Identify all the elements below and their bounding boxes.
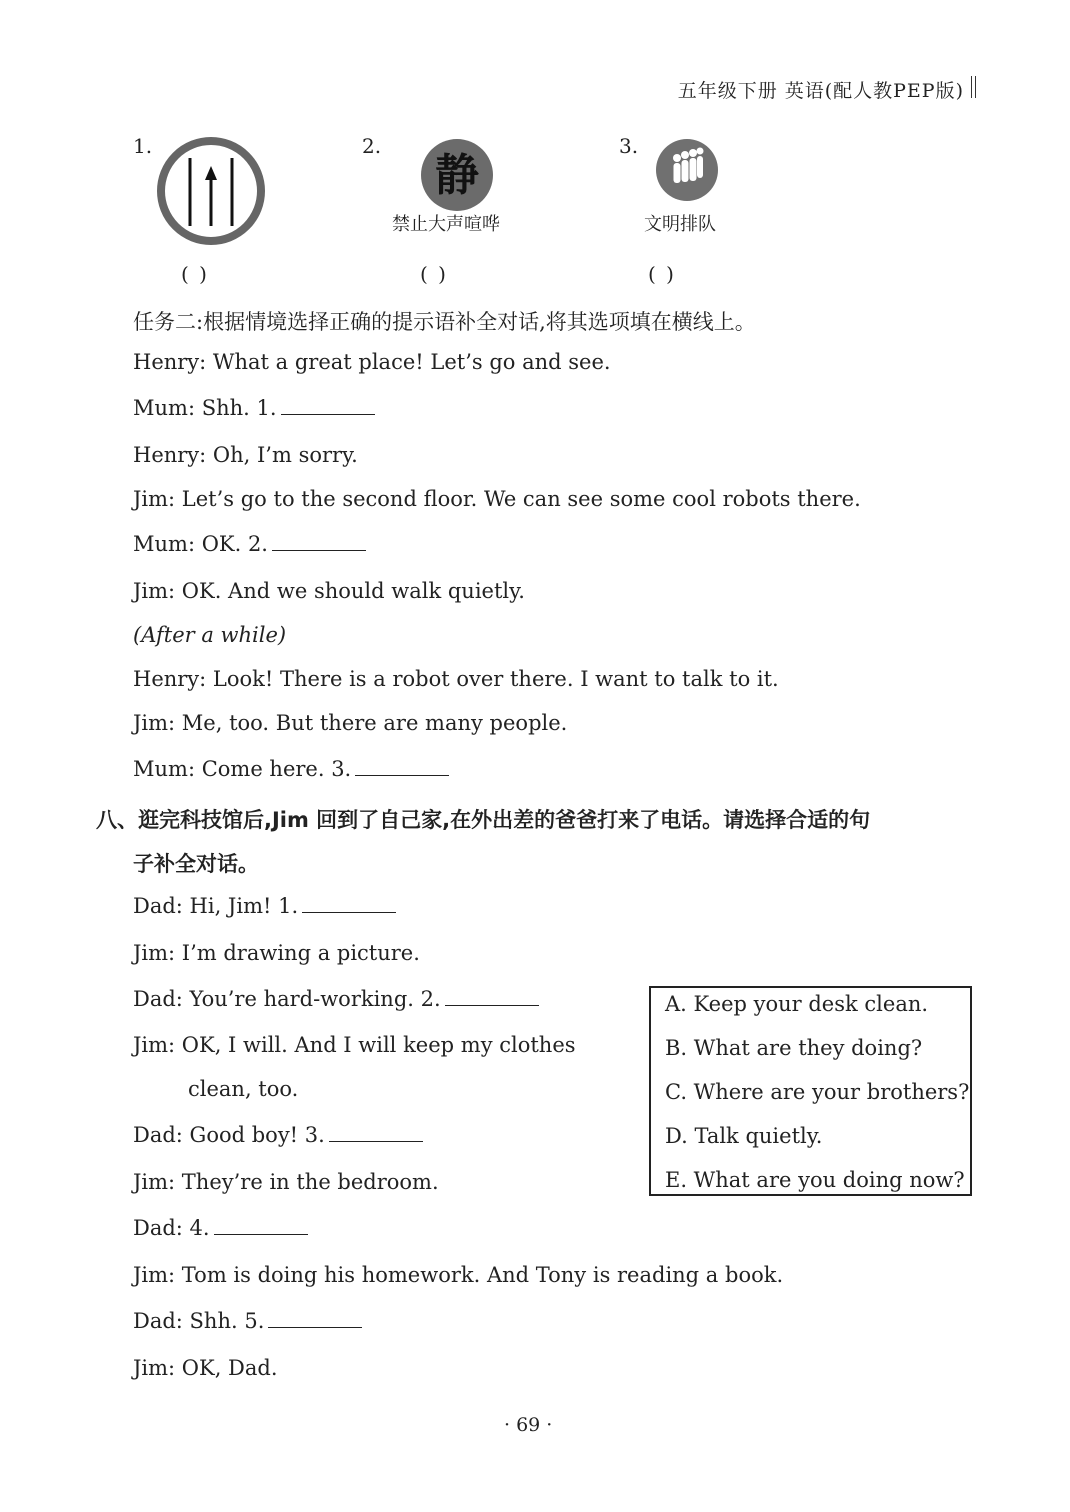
dialogue-line-cont: clean, too. — [188, 1077, 299, 1101]
answer-blank[interactable] — [329, 1123, 423, 1142]
sign-2-caption: 禁止大声喧哗 — [392, 214, 500, 235]
options-box — [649, 986, 972, 1196]
dialogue-line: Jim: Me, too. But there are many people. — [133, 711, 568, 735]
answer-blank[interactable] — [272, 532, 366, 551]
dialogue-line: Dad: Good boy! 3. — [133, 1123, 423, 1147]
sign-2-answer: ( ) — [420, 262, 448, 286]
dialogue-line: Dad: 4. — [133, 1216, 308, 1240]
header-bar — [971, 76, 976, 98]
dialogue-line: Mum: Shh. 1. — [133, 396, 375, 420]
sign-3-caption: 文明排队 — [644, 214, 716, 235]
sign-2-number: 2. — [362, 134, 382, 158]
answer-blank[interactable] — [445, 987, 539, 1006]
queue-sign-icon — [655, 138, 719, 206]
option-d: D. Talk quietly. — [665, 1124, 823, 1148]
option-e: E. What are you doing now? — [665, 1168, 965, 1192]
dialogue-line: Jim: OK. And we should walk quietly. — [133, 579, 525, 603]
dialogue-line: Jim: Let’s go to the second floor. We can see some cool robots there. — [133, 487, 861, 511]
dialogue-line: Dad: Hi, Jim! 1. — [133, 894, 396, 918]
section8-title-cont: 子补全对话。 — [133, 852, 259, 876]
answer-blank[interactable] — [268, 1309, 362, 1328]
quiet-sign-glyph: 静 — [435, 150, 479, 201]
dialogue-line: Dad: Shh. 5. — [133, 1309, 362, 1333]
dialogue-line: Mum: Come here. 3. — [133, 757, 449, 781]
dialogue-line: Henry: What a great place! Let’s go and see. — [133, 350, 611, 374]
sign-3-answer: ( ) — [648, 262, 676, 286]
dialogue-line: Jim: They’re in the bedroom. — [133, 1170, 439, 1194]
dialogue-line: Jim: Tom is doing his homework. And Tony is reading a book. — [133, 1263, 784, 1287]
sign-1-number: 1. — [133, 134, 153, 158]
dialogue-line: Henry: Look! There is a robot over there. I want to talk to it. — [133, 667, 779, 691]
option-b: B. What are they doing? — [665, 1036, 923, 1060]
option-c: C. Where are your brothers? — [665, 1080, 970, 1104]
dialogue-line: Jim: OK, I will. And I will keep my clothes — [133, 1033, 576, 1057]
answer-blank[interactable] — [214, 1216, 308, 1235]
sign-1-answer: ( ) — [181, 262, 209, 286]
running-header: 五年级下册 英语(配人教PEP版) — [677, 80, 964, 102]
page-number: · 69 · — [504, 1414, 553, 1436]
task2-title: 任务二:根据情境选择正确的提示语补全对话,将其选项填在横线上。 — [133, 310, 756, 334]
answer-blank[interactable] — [302, 894, 396, 913]
option-a: A. Keep your desk clean. — [665, 992, 929, 1016]
sign-3-number: 3. — [619, 134, 639, 158]
answer-blank[interactable] — [281, 396, 375, 415]
section8-title: 八、逛完科技馆后,Jim 回到了自己家,在外出差的爸爸打来了电话。请选择合适的句 — [96, 808, 871, 832]
dialogue-line: Dad: You’re hard-working. 2. — [133, 987, 539, 1011]
answer-blank[interactable] — [355, 757, 449, 776]
stage-direction: (After a while) — [133, 623, 287, 647]
one-way-arrow-sign-icon — [156, 136, 266, 250]
dialogue-line: Henry: Oh, I’m sorry. — [133, 443, 358, 467]
dialogue-line: Mum: OK. 2. — [133, 532, 366, 556]
quiet-sign-icon — [420, 138, 494, 216]
dialogue-line: Jim: OK, Dad. — [133, 1356, 278, 1380]
dialogue-line: Jim: I’m drawing a picture. — [133, 941, 420, 965]
